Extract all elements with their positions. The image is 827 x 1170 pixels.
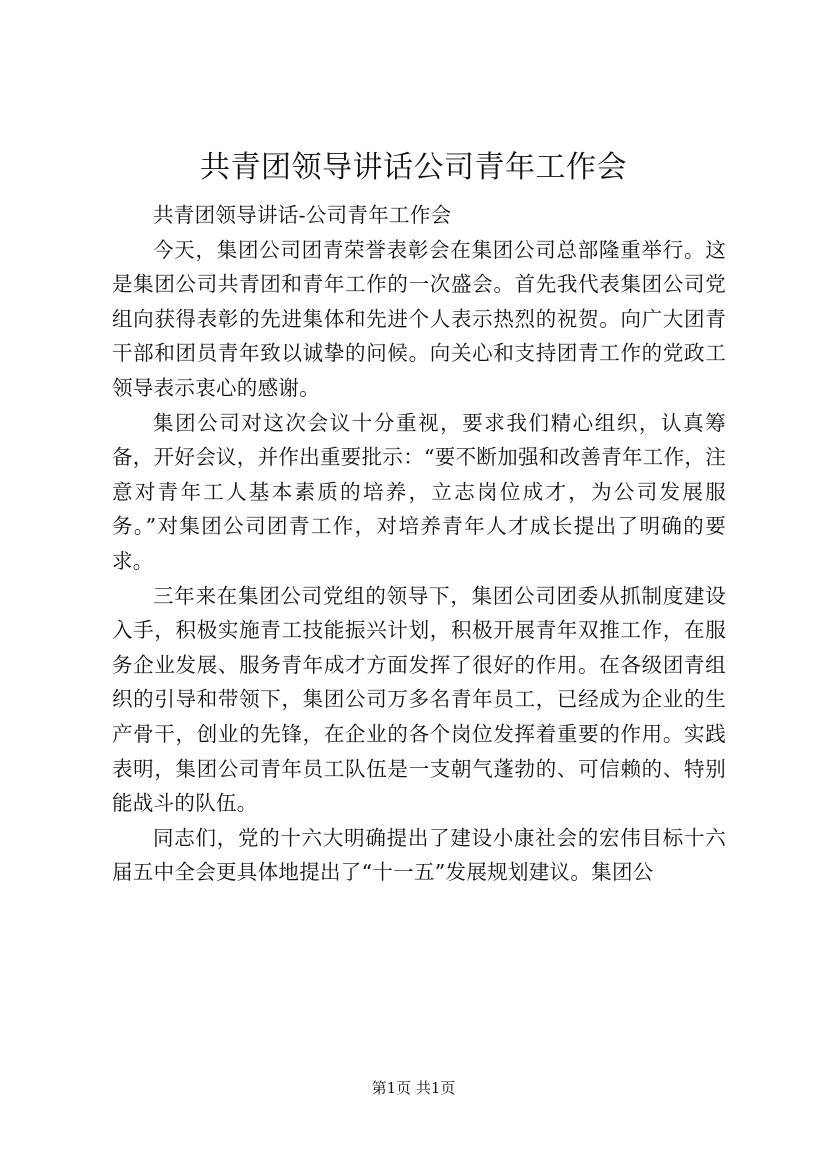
page-footer bbox=[0, 1078, 827, 1098]
body-paragraph: 三年来在集团公司党组的领导下，集团公司团委从抓制度建设入手，积极实施青工技能振兴计划，积极开展青年双推工作，在服务企业发展、服务青年成才方面发挥了很好的作用。在各级团青组织的引导和带领下，集团公司万多名青年员工，已经成为企业的生产骨干，创业的先锋，在企业的各个岗位发挥着重要的作用。实践表明，集团公司青年员工队伍是一支朝气蓬勃的、可信赖的、特别能战斗的队伍。 bbox=[112, 583, 726, 816]
body-paragraph: 今天，集团公司团青荣誉表彰会在集团公司总部隆重举行。这是集团公司共青团和青年工作的一次盛会。首先我代表集团公司党组向获得表彰的先进集体和先进个人表示热烈的祝贺。向广大团青干部和团员青年致以诚挚的问候。向关心和支持团青工作的党政工领导表示衷心的感谢。 bbox=[112, 237, 726, 400]
body-paragraph: 集团公司对这次会议十分重视，要求我们精心组织，认真筹备，开好会议，并作出重要批示：“要不断加强和改善青年工作，注意对青年工人基本素质的培养，立志岗位成才，为公司发展服务。”对集团公司团青工作，对培养青年人才成长提出了明确的要求。 bbox=[112, 410, 726, 573]
body-paragraph: 同志们，党的十六大明确提出了建设小康社会的宏伟目标十六届五中全会更具体地提出了“十一五”发展规划建议。集团公 bbox=[112, 825, 726, 885]
page-number-label: 第1页 共1页 bbox=[371, 1079, 456, 1097]
subtitle-paragraph: 共青团领导讲话-公司青年工作会 bbox=[153, 203, 452, 227]
document-body bbox=[112, 198, 726, 890]
document-title: 共青团领导讲话公司青年工作会 bbox=[200, 150, 627, 185]
